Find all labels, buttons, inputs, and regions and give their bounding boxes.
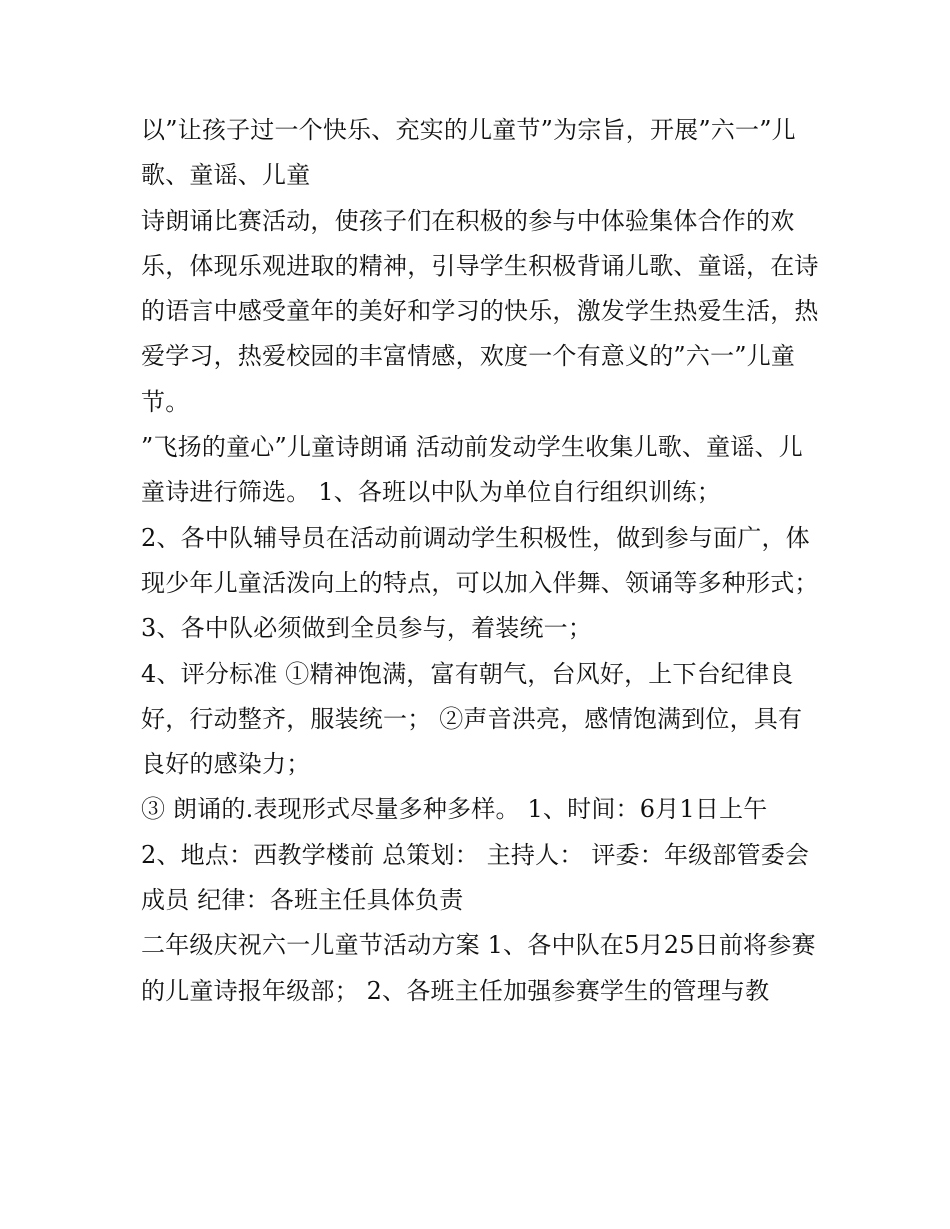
paragraph-scoring: 4、评分标准 ①精神饱满，富有朝气，台风好，上下台纪律良好，行动整齐，服装统一； ②声音洪亮，感情饱满到位，具有良好的感染力； — [141, 659, 803, 779]
paragraph-purpose: 诗朗诵比赛活动，使孩子们在积极的参与中体验集体合作的欢乐，体现乐观进取的精神，引导学生积极背诵儿歌、童谣，在诗的语言中感受童年的美好和学习的快乐，激发学生热爱生活，热爱学习，热爱校园的丰富情感，欢度一个有意义的”六一”儿童节。 — [141, 206, 819, 416]
paragraph-location: 2、地点：西教学楼前 总策划： 主持人： 评委：年级部管委会成员 纪律：各班主任具体负责 — [141, 840, 810, 915]
paragraph-intro: 以”让孩子过一个快乐、充实的儿童节”为宗旨，开展”六一”儿歌、童谣、儿童 — [141, 116, 796, 190]
paragraph-grade-two-plan: 二年级庆祝六一儿童节活动方案 1、各中队在5月25日前将参赛的儿童诗报年级部； 2、各班主任加强参赛学生的管理与教 — [141, 931, 816, 1005]
paragraph-activity: ”飞扬的童心”儿童诗朗诵 活动前发动学生收集儿歌、童谣、儿童诗进行筛选。 1、各班以中队为单位自行组织训练； — [141, 433, 803, 507]
document-body — [141, 108, 821, 1014]
paragraph-time: ③ 朗诵的.表现形式尽量多种多样。 1、时间：6月1日上午 — [141, 795, 768, 824]
paragraph-requirements: 2、各中队辅导员在活动前调动学生积极性，做到参与面广，体现少年儿童活泼向上的特点，可以加入伴舞、领诵等多种形式； 3、各中队必须做到全员参与，着装统一； — [141, 523, 819, 643]
